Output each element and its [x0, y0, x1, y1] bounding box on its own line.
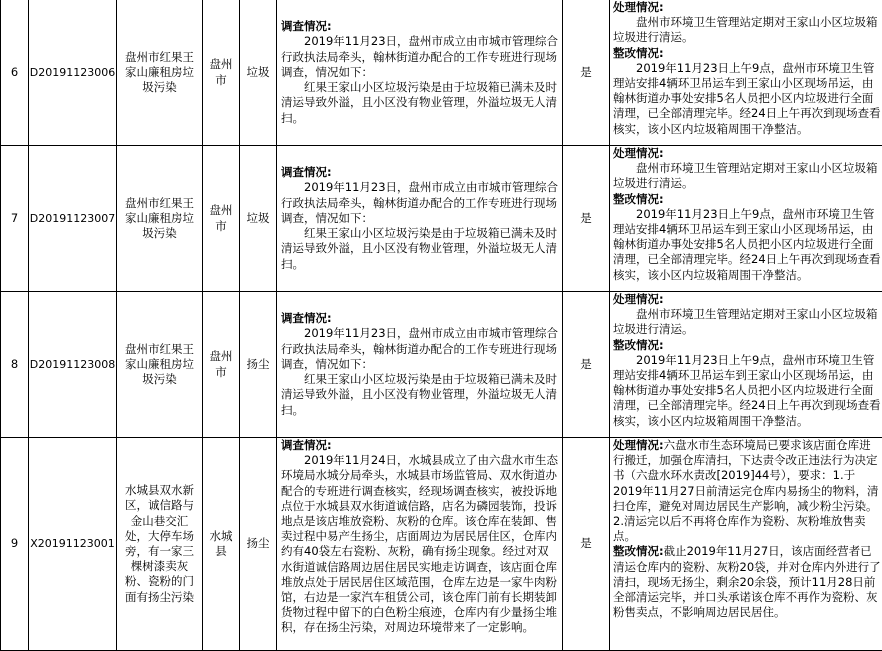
- investigation-text: 2019年11月23日，盘州市成立由市城市管理综合行政执法局牵头，翰林街道办配合的工作专班进行现场调查，情况如下：: [281, 34, 559, 80]
- table-row: [1, 146, 882, 292]
- complaint-title: 盘州市红果王家山廉租房垃圾污染: [117, 0, 203, 146]
- rectification-label: 整改情况:: [613, 192, 881, 207]
- region: 盘州市: [203, 292, 240, 438]
- handling-text: 盘州市环境卫生管理站定期对王家山小区垃圾箱垃圾进行清运。: [613, 161, 881, 191]
- table-row: [1, 0, 882, 146]
- table-row: [1, 438, 882, 651]
- investigation-cell: [277, 292, 563, 438]
- handling-text: 六盘水市生态环境局已要求该店面仓库进行搬迁，加强仓库清扫，下达责令改正违法行为决定书（六盘水环水责改[2019]44号），要求：1.于2019年11月27日前清运完仓库内易扬尘的物料，清扫仓库，避免对周边居民生产影响，减少粉尘污染。2.清运完以后不再将仓库作为瓷粉、灰粉堆放售卖点。: [613, 438, 879, 543]
- rectification-label: 整改情况:: [613, 544, 664, 558]
- result-cell: [610, 292, 882, 438]
- region: 水城县: [203, 438, 240, 651]
- rectification-label: 整改情况:: [613, 338, 881, 353]
- investigation-label: 调查情况:: [281, 165, 559, 180]
- pollution-type: 垃圾: [240, 0, 277, 146]
- investigation-label: 调查情况:: [281, 438, 559, 453]
- investigation-text: 2019年11月23日，盘州市成立由市城市管理综合行政执法局牵头，翰林街道办配合的工作专班进行现场调查，情况如下：: [281, 326, 559, 372]
- result-cell: [610, 146, 882, 292]
- complaint-id: D20191123008: [29, 292, 117, 438]
- row-number: 6: [1, 0, 29, 146]
- handling-label: 处理情况:: [613, 0, 881, 15]
- handling-text: 盘州市环境卫生管理站定期对王家山小区垃圾箱垃圾进行清运。: [613, 307, 881, 337]
- verified-flag: 是: [563, 146, 610, 292]
- investigation-text: 红果王家山小区垃圾污染是由于垃圾箱已满未及时清运导致外溢，且小区没有物业管理，外溢垃圾无人清扫。: [281, 80, 559, 126]
- verified-flag: 是: [563, 438, 610, 651]
- verified-flag: 是: [563, 292, 610, 438]
- result-cell: [610, 0, 882, 146]
- investigation-cell: [277, 146, 563, 292]
- pollution-type: 垃圾: [240, 146, 277, 292]
- investigation-text: 红果王家山小区垃圾污染是由于垃圾箱已满未及时清运导致外溢，且小区没有物业管理，外溢垃圾无人清扫。: [281, 372, 559, 418]
- handling-label: 处理情况:: [613, 292, 881, 307]
- handling-label: 处理情况:: [613, 438, 664, 452]
- region: 盘州市: [203, 0, 240, 146]
- row-number: 7: [1, 146, 29, 292]
- complaint-title: 水城县双水新区，诚信路与金山巷交汇处，大停车场旁，有一家三棵树漆卖灰粉、瓷粉的门面有扬尘污染: [117, 438, 203, 651]
- complaint-id: X20191123001: [29, 438, 117, 651]
- complaint-id: D20191123006: [29, 0, 117, 146]
- pollution-type: 扬尘: [240, 438, 277, 651]
- investigation-label: 调查情况:: [281, 19, 559, 34]
- investigation-text: 2019年11月24日，水城县成立了由六盘水市生态环境局水城分局牵头，水城县市场监管局、双水街道办配合的专班进行调查核实，经现场调查核实，被投诉地点位于水城县双水街道诚信路，店名为磷园装饰，投诉地点是该店堆放瓷粉、灰粉的仓库。该仓库在装卸、售卖过程中易产生扬尘，店面周边为居民居住区，仓库内约有40袋左右瓷粉、灰粉，确有扬尘现象。经过对双水街道诚信路周边居住居民实地走访调查，该店面仓库堆放点处于居民居住区域范围，仓库左边是一家牛肉粉馆，右边是一家汽车租赁公司，该仓库门前有长期装卸货物过程中留下的白色粉尘痕迹，仓库内有少量扬尘堆积，存在扬尘污染，对周边环境带来了一定影响。: [281, 453, 559, 635]
- rectification-text: 2019年11月23日上午9点，盘州市环境卫生管理站安排4辆环卫吊运车到王家山小区现场吊运，由翰林街道办事处安排5名人员把小区内垃圾进行全面清理，已全部清理完毕。经24日上午再次到现场查看核实，该小区内垃圾箱周围干净整洁。: [613, 61, 881, 137]
- complaint-title: 盘州市红果王家山廉租房垃圾污染: [117, 146, 203, 292]
- rectification-label: 整改情况:: [613, 46, 881, 61]
- rectification-text: 2019年11月23日上午9点，盘州市环境卫生管理站安排4辆环卫吊运车到王家山小区现场吊运，由翰林街道办事处安排5名人员把小区内垃圾进行全面清理，已全部清理完毕。经24日上午再次到现场查看核实，该小区内垃圾箱周围干净整洁。: [613, 207, 881, 283]
- investigation-cell: [277, 0, 563, 146]
- table-row: [1, 292, 882, 438]
- investigation-cell: [277, 438, 563, 651]
- complaint-title: 盘州市红果王家山廉租房垃圾污染: [117, 292, 203, 438]
- row-number: 8: [1, 292, 29, 438]
- verified-flag: 是: [563, 0, 610, 146]
- row-number: 9: [1, 438, 29, 651]
- investigation-text: 2019年11月23日，盘州市成立由市城市管理综合行政执法局牵头，翰林街道办配合的工作专班进行现场调查，情况如下：: [281, 180, 559, 226]
- handling-label: 处理情况:: [613, 146, 881, 161]
- investigation-text: 红果王家山小区垃圾污染是由于垃圾箱已满未及时清运导致外溢，且小区没有物业管理，外溢垃圾无人清扫。: [281, 226, 559, 272]
- handling-text: 盘州市环境卫生管理站定期对王家山小区垃圾箱垃圾进行清运。: [613, 15, 881, 45]
- rectification-text: 截止2019年11月27日，该店面经营者已清运仓库内的瓷粉、灰粉20袋，并对仓库内外进行了清扫，现场无扬尘，剩余20余袋，预计11月28日前全部清运完毕，并口头承诺该仓库不再作为瓷粉、灰粉售卖点，不影响周边居民居住。: [613, 544, 881, 619]
- rectification-text: 2019年11月23日上午9点，盘州市环境卫生管理站安排4辆环卫吊运车到王家山小区现场吊运，由翰林街道办事处安排5名人员把小区内垃圾进行全面清理，已全部清理完毕。经24日上午再次到现场查看核实，该小区内垃圾箱周围干净整洁。: [613, 353, 881, 429]
- investigation-label: 调查情况:: [281, 311, 559, 326]
- pollution-type: 扬尘: [240, 292, 277, 438]
- region: 盘州市: [203, 146, 240, 292]
- complaint-id: D20191123007: [29, 146, 117, 292]
- result-cell: [610, 438, 882, 651]
